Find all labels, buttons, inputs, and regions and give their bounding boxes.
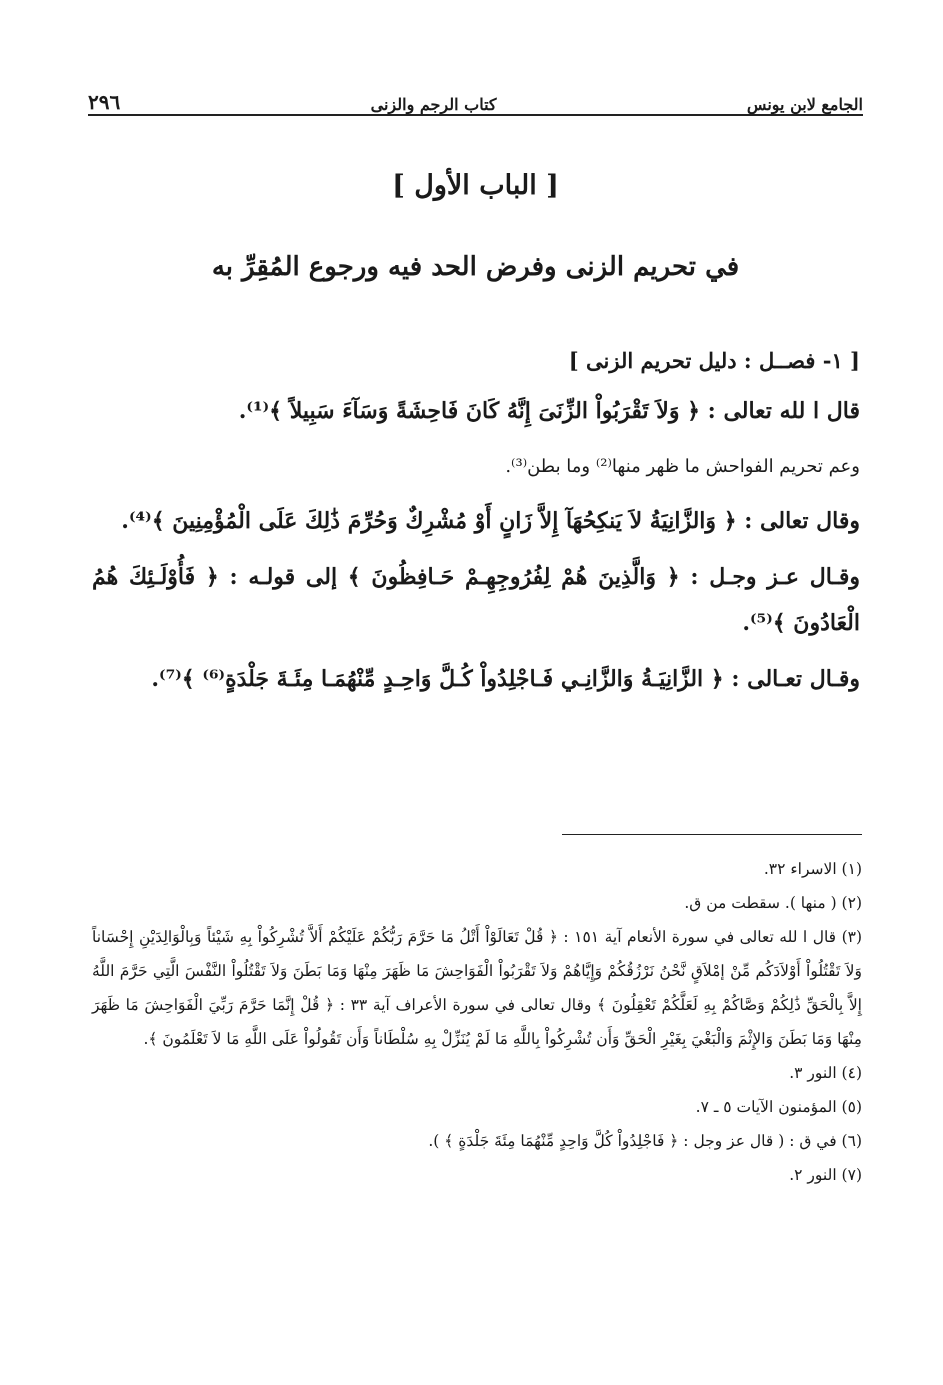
- footnote-5: (٥) المؤمنون الآيات ٥ ـ ٧.: [695, 1098, 862, 1116]
- book-title: الجامع لابن يونس: [746, 95, 863, 114]
- page-number: ٢٩٦: [88, 90, 121, 114]
- footnote-7: (٧) النور ٢.: [789, 1166, 862, 1184]
- running-header: [88, 86, 863, 114]
- paragraph-5: وقـال تعـالى : ﴿ الزَّانِيَـةُ وَالزَّانِـي فَـاجْلِدُواْ كُـلَّ وَاحِـدٍ مِّنْهُمَـا مِئَـةَ جَلْدَةٍ⁽⁶⁾ ﴾⁽⁷⁾.: [151, 666, 860, 692]
- chapter-subtitle: في تحريم الزنى وفرض الحد فيه ورجوع المُقِرِّ به: [211, 252, 740, 282]
- paragraph-3: وقال تعالى : ﴿ وَالزَّانِيَةُ لاَ يَنكِحُهَآ إِلاَّ زَانٍ أَوْ مُشْرِكٌ وَحُرِّمَ ذَٰلِكَ عَلَى الْمُؤْمِنِينَ ﴾⁽⁴⁾.: [121, 508, 860, 534]
- paragraph-1: قال ا لله تعالى : ﴿ وَلاَ تَقْرَبُواْ الزِّنَىَ إِنَّهُ كَانَ فَاحِشَةً وَسَآءَ سَبِيلاً ﴾⁽¹⁾.: [238, 398, 860, 424]
- paragraph-2: وعم تحريم الفواحش ما ظهر منها⁽²⁾ وما بطن⁽³⁾.: [505, 456, 860, 477]
- footnote-divider: [562, 834, 862, 835]
- main-text: [92, 338, 860, 712]
- paragraph-4: وقـال عـز وجـل : ﴿ وَالَّذِينَ هُمْ لِفُرُوجِهِـمْ حَـافِظُونَ ﴾ إلى قولـه : ﴿ فَأُوْلَـئِكَ هُمُ الْعَادُونَ ﴾⁽⁵⁾.: [92, 564, 860, 636]
- footnote-6: (٦) في ق : ( قال عز وجل : ﴿ فَاجْلِدُواْ كُلَّ وَاحِدٍ مِّنْهُمَا مِئَةَ جَلْدَةٍ ﴾ ).: [428, 1132, 862, 1150]
- footnotes: [92, 852, 862, 1192]
- footnote-2: (٢) ( منها ). سقطت من ق.: [684, 894, 862, 912]
- section-title: كتاب الرجم والزنى: [370, 95, 497, 114]
- section-heading: [ ١- فصــل : دليل تحريم الزنى ]: [568, 348, 860, 373]
- footnote-4: (٤) النور ٣.: [789, 1064, 862, 1082]
- footnote-3: (٣) قال ا لله تعالى في سورة الأنعام آية ١٥١ : ﴿ قُلْ تَعَالَوْاْ أَتْلُ مَا حَرَّمَ رَبُّكُمْ عَلَيْكُمْ أَلاَّ تُشْرِكُواْ بِهِ شَيْئاً وَبِالْوَالِدَيْنِ إِحْسَاناً وَلاَ تَقْتُلُواْ أَوْلاَدَكُم مِّنْ إمْلاَقٍ نَّحْنُ نَرْزُقُكُمْ وَإِيَّاهُمْ وَلاَ تَقْرَبُواْ الْفَوَاحِشَ مَا ظَهَرَ مِنْهَا وَمَا بَطَنَ وَلاَ تَقْتُلُواْ النَّفْسَ الَّتِي حَرَّمَ اللَّهُ إِلاَّ بِالْحَقِّ ذَٰلِكُمْ وَصَّاكُمْ بِهِ لَعَلَّكُمْ تَعْقِلُونَ ﴾ وقال تعالى في سورة الأعراف آية ٣٣ : ﴿ قُلْ إِنَّمَا حَرَّمَ رَبِّيَ الْفَوَاحِشَ مَا ظَهَرَ مِنْهَا وَمَا بَطَنَ وَالإِثْمَ وَالْبَغْيَ بِغَيْرِ الْحَقِّ وَأَن تُشْرِكُواْ بِاللَّهِ مَا لَمْ يُنَزِّلْ بِهِ سُلْطَاناً وَأَن تَقُولُواْ عَلَى اللَّهِ مَا لاَ تَعْلَمُونَ ﴾.: [92, 928, 863, 1048]
- header-divider: [88, 114, 863, 116]
- footnote-1: (١) الاسراء ٣٢.: [763, 860, 862, 878]
- chapter-title: [ الباب الأول ]: [392, 170, 559, 201]
